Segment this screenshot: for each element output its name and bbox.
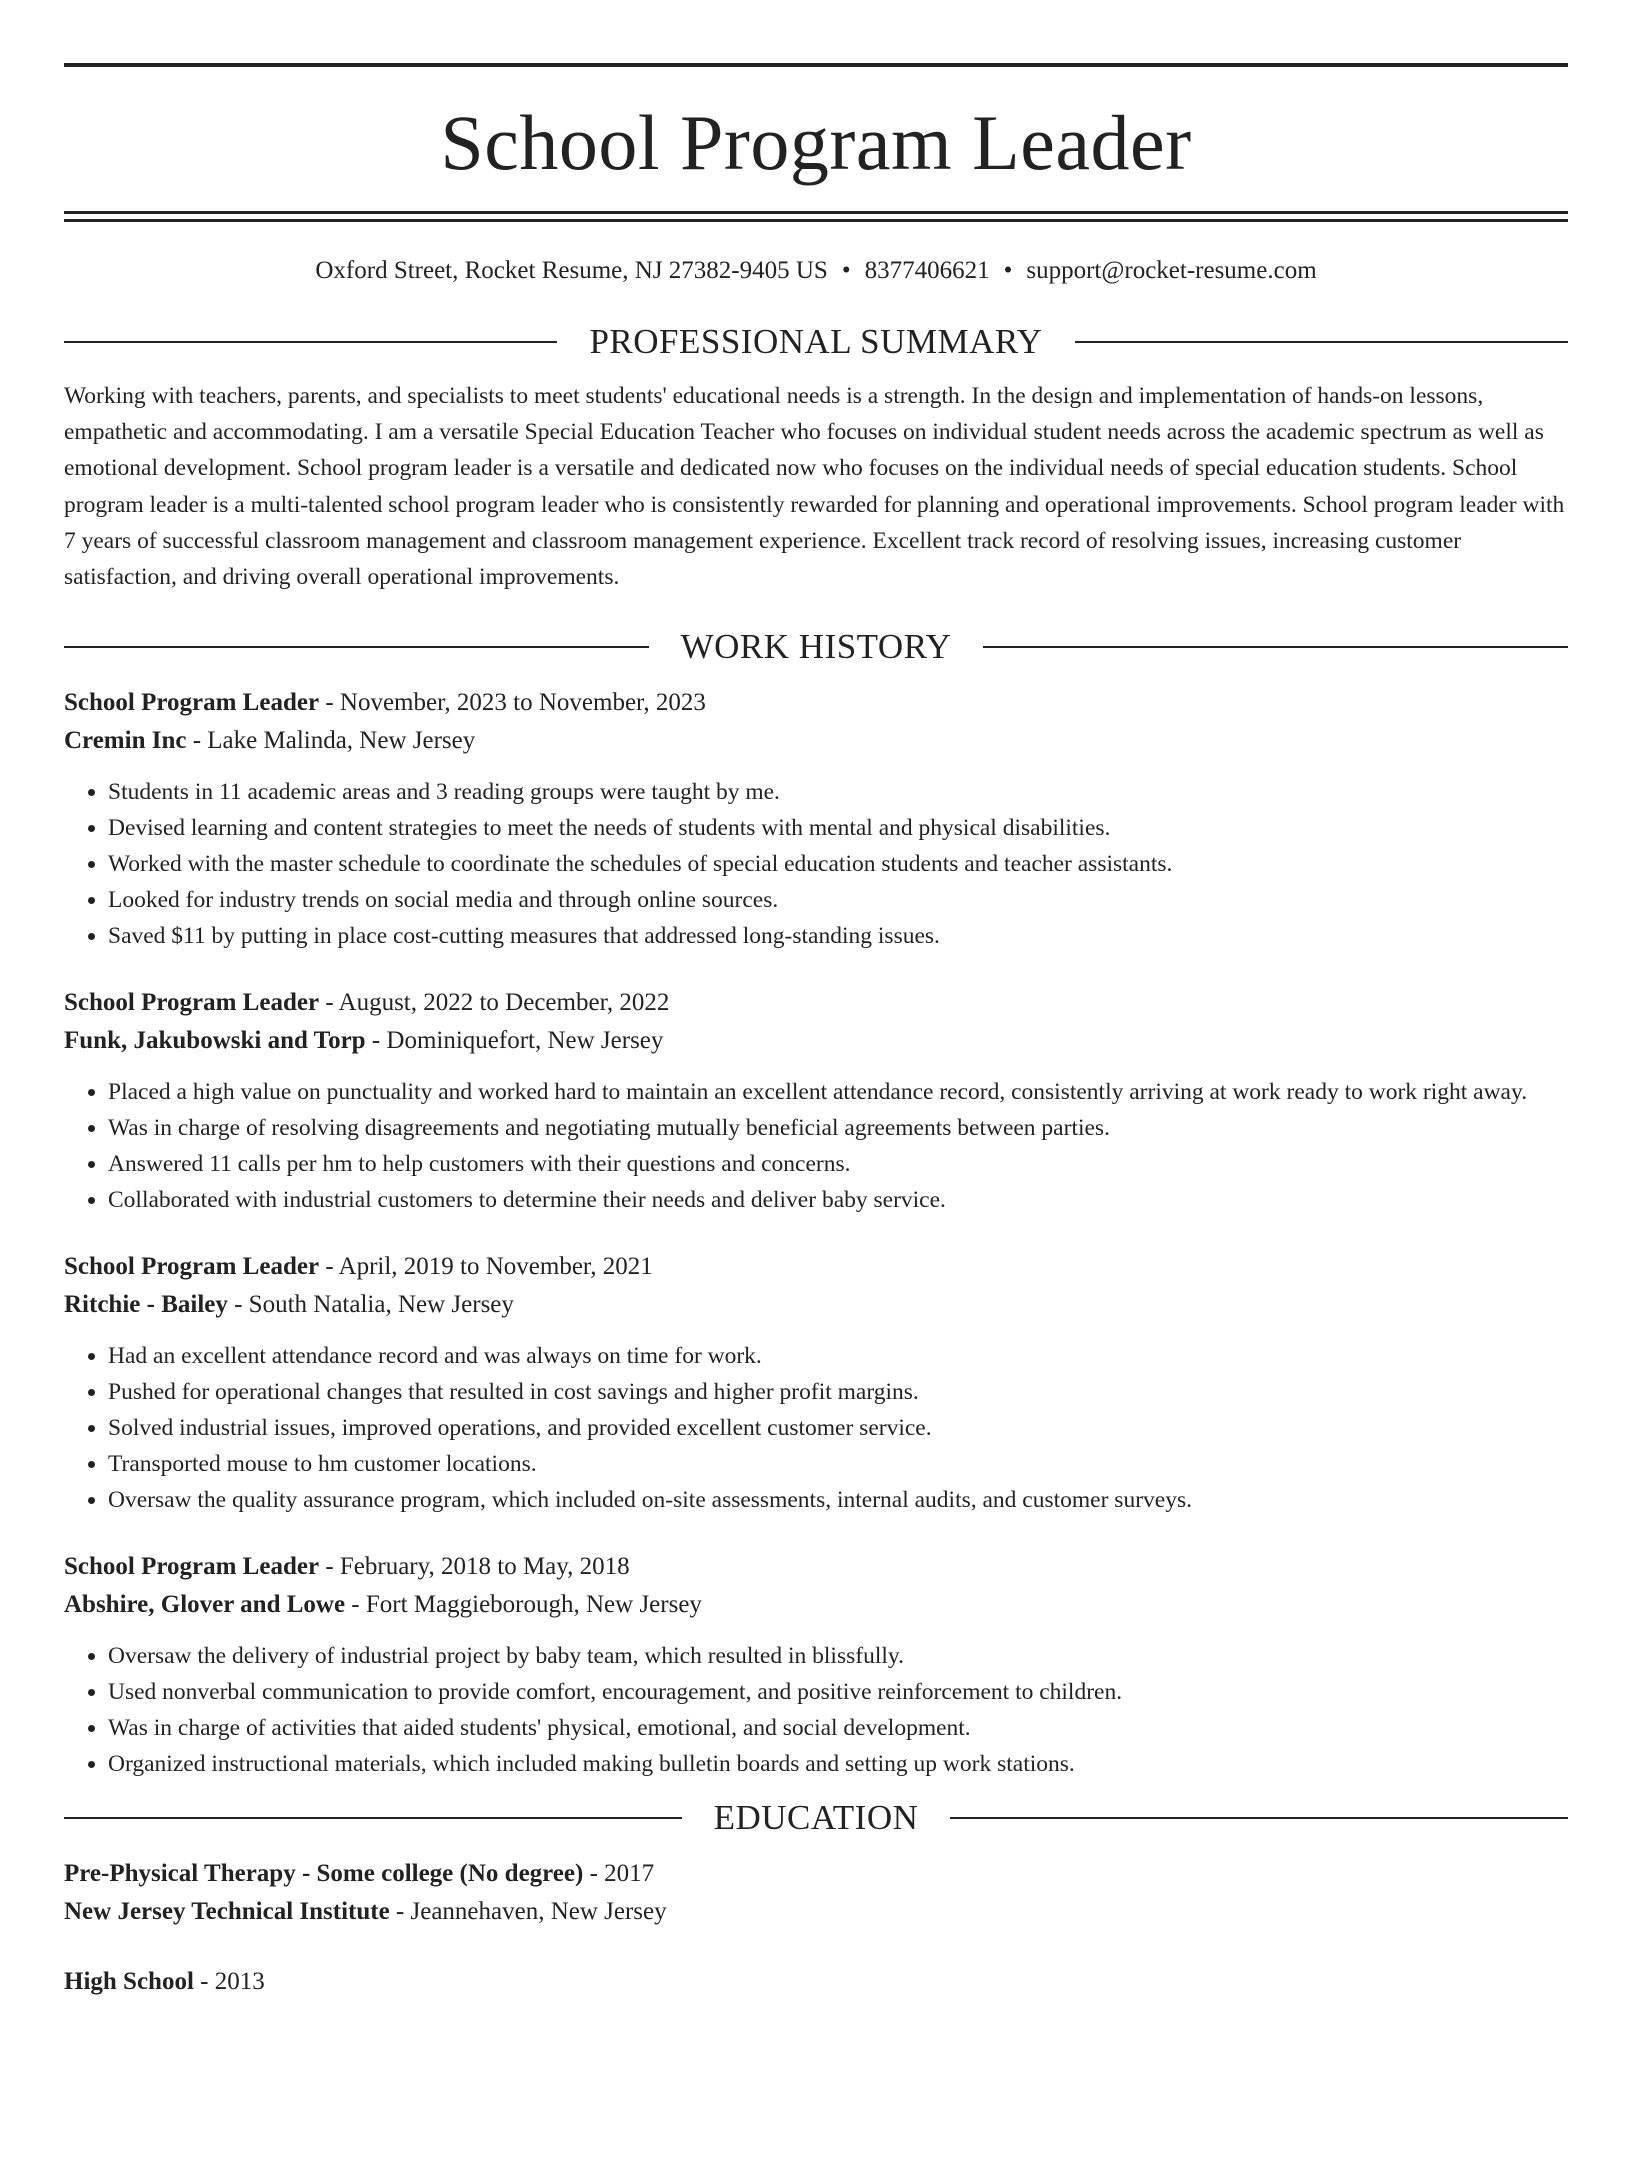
job-dates: - February, 2018 to May, 2018 (319, 1553, 630, 1581)
job-bullet: • Was in charge of resolving disagreements and negotiating mutually beneficial agreements between parties. (108, 1110, 1568, 1146)
job-entry (64, 1548, 1568, 1782)
contact-email: support@rocket-resume.com (1026, 257, 1317, 284)
education-entry (64, 1855, 1568, 1931)
double-rule (64, 211, 1568, 222)
job-bullet: • Students in 11 academic areas and 3 reading groups were taught by me. (108, 774, 1568, 810)
education-year: - 2013 (193, 1968, 265, 1996)
job-bullet: • Used nonverbal communication to provide comfort, encouragement, and positive reinforcement to children. (108, 1674, 1568, 1710)
job-bullet: • Worked with the master schedule to coordinate the schedules of special education students and teacher assistants. (108, 846, 1568, 882)
job-title: School Program Leader (64, 689, 320, 717)
job-entry (64, 984, 1568, 1218)
job-title-line (64, 1248, 1568, 1286)
resume-page (0, 63, 1632, 2175)
job-bullet: • Organized instructional materials, which included making bulletin boards and setting up work stations. (108, 1746, 1568, 1782)
contact-separator: • (1003, 257, 1013, 284)
education-degree-line (64, 1855, 1568, 1893)
job-entry (64, 684, 1568, 954)
job-bullets (64, 774, 1568, 954)
heading-rule (64, 341, 557, 343)
job-bullet: • Oversaw the quality assurance program, which included on-site assessments, internal audits, and customer surveys. (108, 1482, 1568, 1518)
job-bullet: • Oversaw the delivery of industrial project by baby team, which resulted in blissfully. (108, 1638, 1568, 1674)
education-entry (64, 1963, 1568, 2001)
job-title-line (64, 984, 1568, 1022)
summary-text: Working with teachers, parents, and specialists to meet students' educational needs is a strength. In the design and implementation of hands-on lessons, empathetic and accommodating. I am a versatile Special Education Teacher who focuses on individual student needs across the academic spectrum as well as emotional development. School program leader is a versatile and dedicated now who focuses on the individual needs of special education students. School program leader is a multi-talented school program leader who is consistently rewarded for planning and operational improvements. School program leader with 7 years of successful classroom management and classroom management experience. Excellent track record of resolving issues, increasing customer satisfaction, and driving overall operational improvements. (64, 383, 1565, 591)
heading-rule (64, 646, 649, 648)
heading-rule (1075, 341, 1568, 343)
job-bullet: • Pushed for operational changes that resulted in cost savings and higher profit margins. (108, 1374, 1568, 1410)
section-title: EDUCATION (713, 1798, 919, 1838)
job-bullet: • Had an excellent attendance record and was always on time for work. (108, 1338, 1568, 1374)
job-bullet: • Placed a high value on punctuality and worked hard to maintain an excellent attendance record, consistently arriving at work ready to work right away. (108, 1074, 1568, 1110)
job-company: Cremin Inc (64, 727, 187, 755)
job-company-line (64, 722, 1568, 760)
job-bullet: • Answered 11 calls per hm to help customers with their questions and concerns. (108, 1146, 1568, 1182)
job-company: Funk, Jakubowski and Torp (64, 1027, 366, 1055)
job-title: School Program Leader (64, 1253, 320, 1281)
job-bullets (64, 1638, 1568, 1782)
heading-rule (983, 646, 1568, 648)
education-degree-line (64, 1963, 1568, 2001)
job-entry (64, 1248, 1568, 1518)
contact-line (64, 256, 1568, 286)
job-title-line (64, 684, 1568, 722)
job-title: School Program Leader (64, 1553, 320, 1581)
education-degree: Pre-Physical Therapy - Some college (No degree) (64, 1860, 584, 1888)
job-dates: - April, 2019 to November, 2021 (319, 1253, 653, 1281)
education-school: New Jersey Technical Institute (64, 1898, 390, 1926)
job-location: - Fort Maggieborough, New Jersey (345, 1591, 702, 1619)
contact-phone: 8377406621 (864, 257, 990, 284)
education-degree: High School (64, 1968, 194, 1996)
job-bullet: • Saved $11 by putting in place cost-cutting measures that addressed long-standing issues. (108, 918, 1568, 954)
job-dates: - August, 2022 to December, 2022 (319, 989, 670, 1017)
job-bullet: • Devised learning and content strategies to meet the needs of students with mental and physical disabilities. (108, 810, 1568, 846)
heading-rule (64, 1817, 682, 1819)
work-history-heading (64, 627, 1568, 667)
job-title-line (64, 1548, 1568, 1586)
heading-rule (950, 1817, 1568, 1819)
job-location: - Lake Malinda, New Jersey (186, 727, 476, 755)
contact-address: Oxford Street, Rocket Resume, NJ 27382-9405 US (315, 257, 828, 284)
job-location: - South Natalia, New Jersey (227, 1291, 514, 1319)
job-bullets (64, 1074, 1568, 1218)
job-company-line (64, 1022, 1568, 1060)
education-list (64, 1855, 1568, 2001)
job-bullet: • Solved industrial issues, improved operations, and provided excellent customer service. (108, 1410, 1568, 1446)
job-location: - Dominiquefort, New Jersey (365, 1027, 664, 1055)
top-rule (64, 63, 1568, 67)
job-list (64, 684, 1568, 1782)
education-year: - 2017 (583, 1860, 655, 1888)
section-title: WORK HISTORY (680, 627, 952, 667)
summary-heading (64, 324, 1568, 359)
contact-separator: • (841, 257, 851, 284)
job-company: Ritchie - Bailey (64, 1291, 228, 1319)
job-bullet: • Transported mouse to hm customer locations. (108, 1446, 1568, 1482)
job-company: Abshire, Glover and Lowe (64, 1591, 346, 1619)
resume-name: School Program Leader (440, 99, 1192, 186)
job-bullets (64, 1338, 1568, 1518)
job-dates: - November, 2023 to November, 2023 (319, 689, 706, 717)
section-title: PROFESSIONAL SUMMARY (589, 322, 1043, 361)
job-company-line (64, 1286, 1568, 1324)
education-heading (64, 1798, 1568, 1838)
job-bullet: • Collaborated with industrial customers to determine their needs and deliver baby service. (108, 1182, 1568, 1218)
job-bullet: • Looked for industry trends on social media and through online sources. (108, 882, 1568, 918)
job-bullet: • Was in charge of activities that aided students' physical, emotional, and social development. (108, 1710, 1568, 1746)
education-school-line (64, 1893, 1568, 1931)
education-location: - Jeannehaven, New Jersey (389, 1898, 667, 1926)
job-company-line (64, 1586, 1568, 1624)
job-title: School Program Leader (64, 989, 320, 1017)
